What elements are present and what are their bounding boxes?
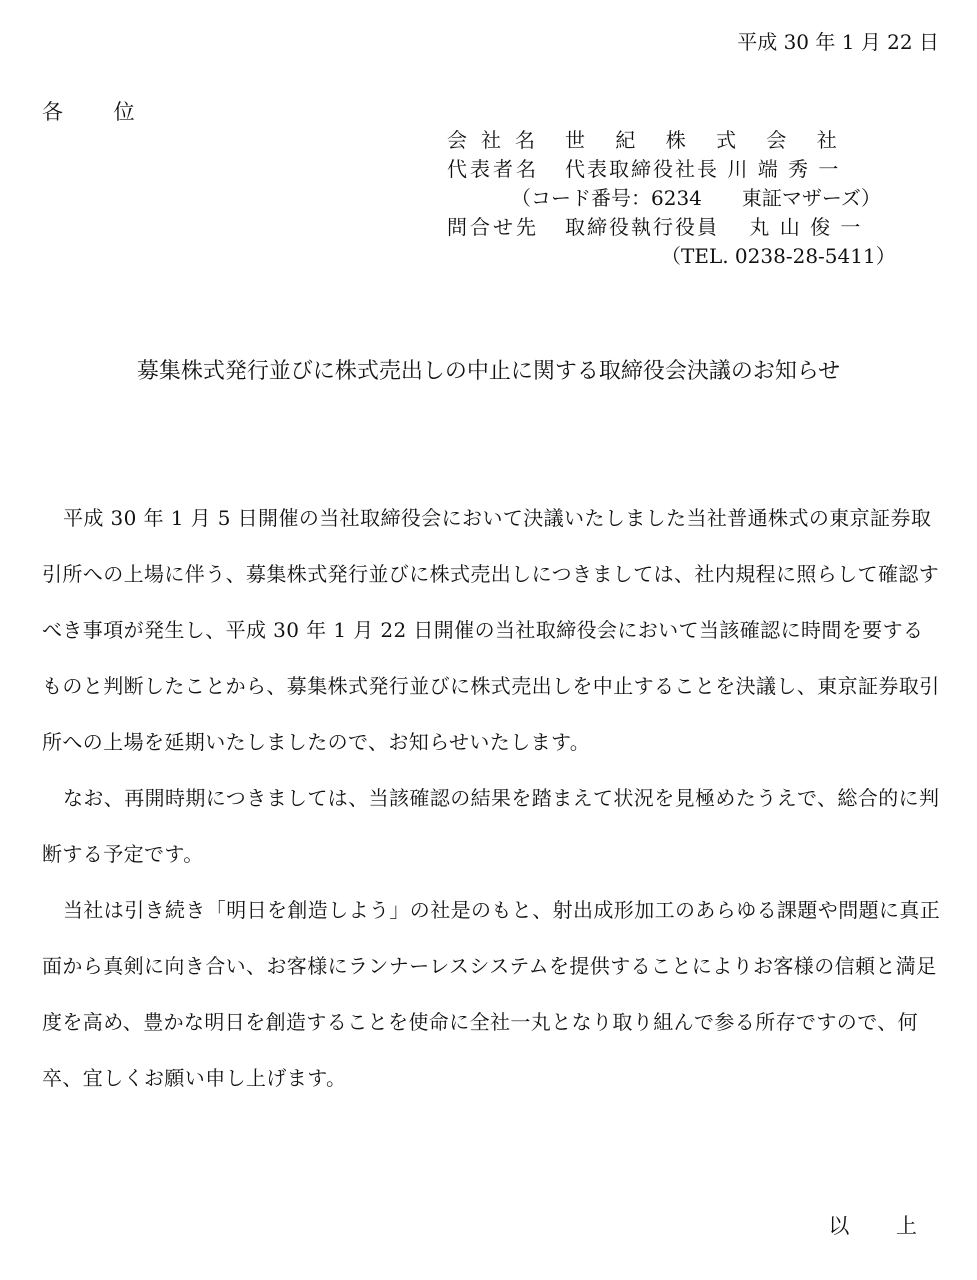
company-name: 世 紀 株 式 会 社 <box>565 128 849 152</box>
company-row <box>447 126 907 155</box>
issuer-block <box>447 126 907 271</box>
contact-row <box>447 213 907 242</box>
paragraph-1: 平成 30 年 1 月 5 日開催の当社取締役会において決議いたしました当社普通株式の東京証券取引所への上場に伴う、募集株式発行並びに株式売出しにつきましては、社内規程に照らして確認すべき事項が発生し、平成 30 年 1 月 22 日開催の当社取締役会において当該確認に時間を要するものと判断したことから、募集株式発行並びに株式売出しを中止することを決議し、東京証券取引所への上場を延期いたしましたので、お知らせいたします。 <box>42 506 940 754</box>
securities-code: （コード番号：6234 東証マザーズ） <box>511 186 881 210</box>
contact-tel: （TEL. 0238-28-5411） <box>661 244 896 268</box>
notice-body <box>42 490 942 1106</box>
representative-label: 代表者名 <box>447 157 539 181</box>
paragraph-3: 当社は引き続き「明日を創造しよう」の社是のもと、射出成形加工のあらゆる課題や問題に真正面から真剣に向き合い、お客様にランナーレスシステムを提供することによりお客様の信頼と満足度を高め、豊かな明日を創造することを使命に全社一丸となり取り組んで参る所存ですので、何卒、宜しくお願い申し上げます。 <box>42 898 941 1090</box>
closing-mark: 以 上 <box>828 1214 937 1238</box>
representative-name: 代表取締役社長 川 端 秀 一 <box>565 157 841 181</box>
representative-row <box>447 155 907 184</box>
company-label: 会社名 <box>447 128 549 152</box>
document-date: 平成 30 年 1 月 22 日 <box>737 30 939 54</box>
contact-label: 問合せ先 <box>447 215 539 239</box>
paragraph-2: なお、再開時期につきましては、当該確認の結果を踏まえて状況を見極めたうえで、総合的に判断する予定です。 <box>42 786 940 866</box>
contact-person: 取締役執行役員 丸 山 俊 一 <box>565 215 863 239</box>
notice-title: 募集株式発行並びに株式売出しの中止に関する取締役会決議のお知らせ <box>136 359 841 384</box>
addressee: 各 位 <box>42 100 157 124</box>
